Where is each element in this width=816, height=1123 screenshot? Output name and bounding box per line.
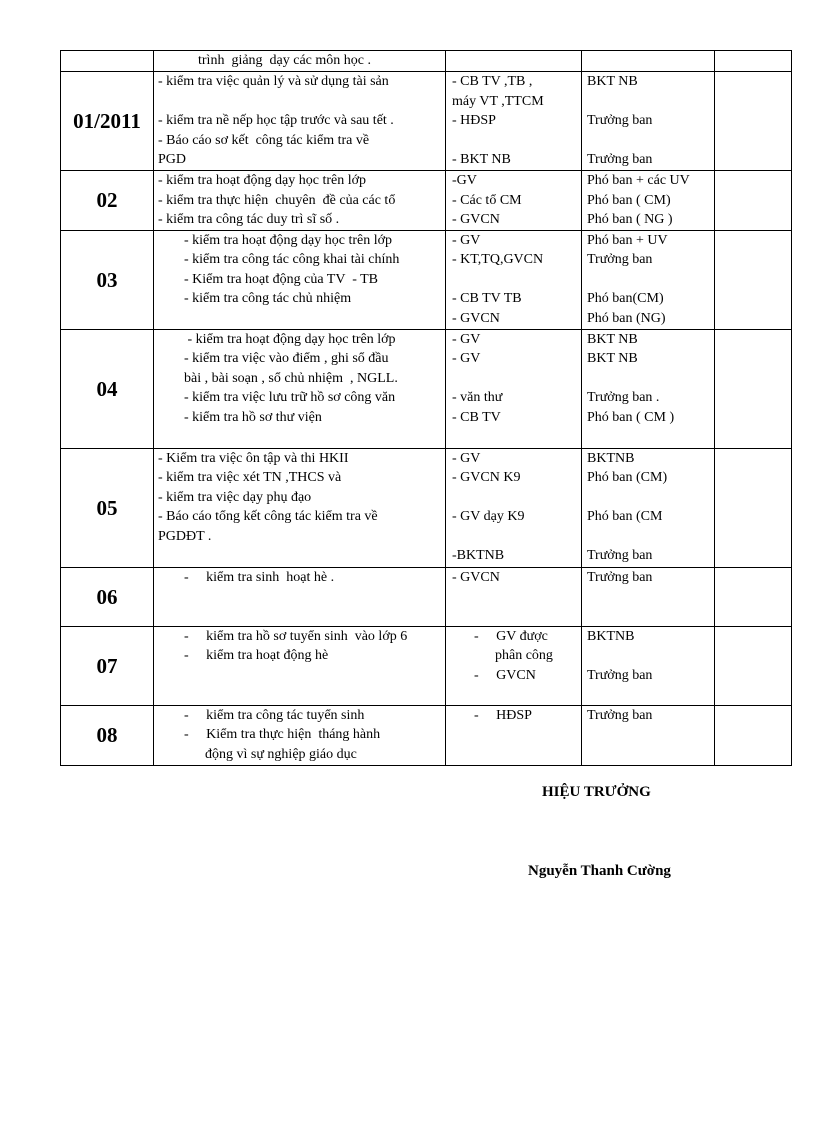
subject-line: - CB TV ,TB , xyxy=(452,74,533,89)
content-line: - kiểm tra hoạt động dạy học trên lớp xyxy=(184,331,396,347)
responsible-line xyxy=(582,527,714,547)
content-line: - Kiểm tra hoạt động của TV - TB xyxy=(184,271,379,287)
subject-line: - GVCN K9 xyxy=(452,470,521,485)
content-cell xyxy=(154,72,446,171)
month-cell: 04 xyxy=(61,329,154,448)
subject-line: - GV xyxy=(452,351,481,366)
note-cell xyxy=(715,705,792,765)
table-row xyxy=(61,448,792,567)
content-line xyxy=(154,309,445,329)
responsible-line: Phó ban ( CM ) xyxy=(587,409,675,425)
subject-line xyxy=(446,488,581,508)
responsible-cell xyxy=(582,448,715,567)
content-line: - kiểm tra việc quản lý và sử dụng tài sản xyxy=(158,74,389,89)
content-line: - kiểm tra công tác duy trì sĩ số . xyxy=(158,212,340,227)
subject-line: - BKT NB xyxy=(452,152,511,167)
responsible-line: Phó ban ( CM) xyxy=(587,192,671,208)
content-cell xyxy=(154,626,446,705)
responsible-line: Trưởng ban xyxy=(587,113,653,128)
responsible-line xyxy=(582,369,714,389)
table-row xyxy=(61,705,792,765)
content-line: - kiểm tra hoạt động dạy học trên lớp xyxy=(158,173,367,188)
responsible-line: BKT NB xyxy=(587,351,638,366)
responsible-line xyxy=(582,427,714,447)
subject-line: - GV xyxy=(452,232,481,248)
subject-line: - GV xyxy=(452,331,481,347)
note-cell xyxy=(715,567,792,626)
content-line: - Kiểm tra thực hiện tháng hành xyxy=(184,727,381,742)
subject-line: - HĐSP xyxy=(452,113,496,128)
subject-line: - GVCN xyxy=(452,569,500,585)
table-row xyxy=(61,171,792,231)
subject-line xyxy=(446,270,581,290)
responsible-line: BKT NB xyxy=(587,74,638,89)
subject-line: - GVCN xyxy=(452,212,500,227)
note-cell xyxy=(715,626,792,705)
table-row xyxy=(61,567,792,626)
month-cell xyxy=(61,51,154,72)
table-row xyxy=(61,329,792,448)
content-line: trình giảng dạy các môn học . xyxy=(198,53,372,68)
table-row xyxy=(61,626,792,705)
subject-line: - GVCN xyxy=(452,310,500,326)
content-line: - kiểm tra công tác tuyển sinh xyxy=(184,707,365,723)
subject-line xyxy=(446,427,581,447)
content-line: bài , bài soạn , sổ chủ nhiệm , NGLL. xyxy=(184,370,398,386)
responsible-line: Trưởng ban xyxy=(587,707,653,723)
content-line: - kiểm tra sinh hoạt hè . xyxy=(184,569,335,585)
responsible-line: Phó ban(CM) xyxy=(587,291,664,306)
subject-cell xyxy=(446,705,582,765)
responsible-line: Trưởng ban xyxy=(587,252,653,267)
month-cell: 06 xyxy=(61,567,154,626)
responsible-cell xyxy=(582,705,715,765)
responsible-line xyxy=(582,488,714,508)
subject-cell xyxy=(446,567,582,626)
content-line: - Báo cáo tổng kết công tác kiểm tra về xyxy=(158,509,378,524)
content-line: động vì sự nghiệp giáo dục xyxy=(184,746,357,762)
responsible-line xyxy=(582,92,714,112)
subject-cell xyxy=(446,72,582,171)
subject-line: - Các tổ CM xyxy=(452,192,522,208)
content-line: - kiểm tra nề nếp học tập trước và sau tết . xyxy=(158,113,394,128)
responsible-cell xyxy=(582,72,715,171)
subject-cell xyxy=(446,626,582,705)
content-line: - kiểm tra hoạt động hè xyxy=(184,648,329,663)
content-line: - kiểm tra việc vào điểm , ghi sổ đầu xyxy=(184,351,389,366)
responsible-line: Phó ban + các UV xyxy=(587,173,690,188)
responsible-cell xyxy=(582,567,715,626)
content-line: - kiểm tra hoạt động dạy học trên lớp xyxy=(184,232,393,248)
subject-line: -BKTNB xyxy=(452,548,505,563)
subject-cell xyxy=(446,329,582,448)
content-cell xyxy=(154,567,446,626)
month-cell: 02 xyxy=(61,171,154,231)
responsible-line: BKTNB xyxy=(587,450,635,466)
content-line xyxy=(154,92,445,112)
subject-line xyxy=(446,131,581,151)
note-cell xyxy=(715,51,792,72)
responsible-line: Trưởng ban xyxy=(587,569,653,585)
content-cell xyxy=(154,230,446,329)
subject-cell xyxy=(446,51,582,72)
content-line: - kiểm tra việc dạy phụ đạo xyxy=(158,489,312,505)
signature-title: HIỆU TRƯỞNG xyxy=(542,784,651,800)
content-cell xyxy=(154,448,446,567)
responsible-line: Phó ban ( NG ) xyxy=(587,212,673,227)
content-cell xyxy=(154,329,446,448)
subject-line: - CB TV TB xyxy=(452,291,522,306)
subject-line: -GV xyxy=(452,173,477,188)
subject-line: - văn thư xyxy=(452,390,503,405)
content-cell xyxy=(154,51,446,72)
responsible-cell xyxy=(582,171,715,231)
month-cell: 08 xyxy=(61,705,154,765)
note-cell xyxy=(715,230,792,329)
responsible-line xyxy=(582,646,714,666)
subject-cell xyxy=(446,448,582,567)
note-cell xyxy=(715,448,792,567)
subject-line: - HĐSP xyxy=(474,707,532,723)
subject-line xyxy=(446,51,581,71)
content-line: - Báo cáo sơ kết công tác kiểm tra về xyxy=(158,132,370,148)
content-line: - kiểm tra công tác chủ nhiệm xyxy=(184,291,352,306)
subject-cell xyxy=(446,171,582,231)
note-cell xyxy=(715,329,792,448)
responsible-cell xyxy=(582,626,715,705)
responsible-line: Trưởng ban xyxy=(587,548,653,563)
subject-line: - CB TV xyxy=(452,409,501,425)
content-line: PGD xyxy=(158,152,187,167)
responsible-line: BKTNB xyxy=(587,628,635,644)
note-cell xyxy=(715,171,792,231)
table-row xyxy=(61,230,792,329)
responsible-line xyxy=(582,51,714,71)
signature-name: Nguyễn Thanh Cường xyxy=(528,863,671,879)
month-cell: 07 xyxy=(61,626,154,705)
responsible-line xyxy=(582,270,714,290)
month-cell: 01/2011 xyxy=(61,72,154,171)
note-cell xyxy=(715,72,792,171)
responsible-line: Trưởng ban xyxy=(587,152,653,167)
content-cell xyxy=(154,171,446,231)
responsible-cell xyxy=(582,329,715,448)
subject-line: - GV dạy K9 xyxy=(452,509,525,524)
subject-line: máy VT ,TTCM xyxy=(452,93,544,109)
subject-line: - GVCN xyxy=(474,667,536,683)
subject-cell xyxy=(446,230,582,329)
responsible-line: Phó ban (CM) xyxy=(587,470,668,485)
content-line: PGDĐT . xyxy=(158,528,212,544)
month-cell: 05 xyxy=(61,448,154,567)
table-row xyxy=(61,51,792,72)
responsible-line: Phó ban (NG) xyxy=(587,310,666,326)
content-line: - kiểm tra hồ sơ tuyển sinh vào lớp 6 xyxy=(184,628,408,644)
responsible-line: Phó ban (CM xyxy=(587,509,663,524)
subject-line: - GV xyxy=(452,450,481,466)
month-cell: 03 xyxy=(61,230,154,329)
content-line: - kiểm tra việc xét TN ,THCS và xyxy=(158,470,342,485)
content-line: - kiểm tra công tác công khai tài chính xyxy=(184,252,400,267)
responsible-line: Phó ban + UV xyxy=(587,232,668,248)
content-line: - kiểm tra việc lưu trữ hồ sơ công văn xyxy=(184,390,396,405)
content-line: - kiểm tra hồ sơ thư viện xyxy=(184,409,322,425)
content-cell xyxy=(154,705,446,765)
responsible-line: Trưởng ban xyxy=(587,667,653,683)
content-line: - Kiểm tra việc ôn tập và thi HKII xyxy=(158,450,349,466)
subject-line: phân công xyxy=(474,648,553,663)
inspection-plan-table xyxy=(60,50,792,766)
responsible-cell xyxy=(582,230,715,329)
responsible-line xyxy=(582,131,714,151)
subject-line: - KT,TQ,GVCN xyxy=(452,252,544,267)
content-line: - kiểm tra thực hiện chuyên đề của các tổ xyxy=(158,192,396,208)
subject-line xyxy=(446,369,581,389)
content-line xyxy=(154,427,445,447)
subject-line: - GV được xyxy=(474,628,548,644)
responsible-cell xyxy=(582,51,715,72)
subject-line xyxy=(446,527,581,547)
responsible-line: Trưởng ban . xyxy=(587,390,660,405)
table-row xyxy=(61,72,792,171)
responsible-line: BKT NB xyxy=(587,331,638,347)
